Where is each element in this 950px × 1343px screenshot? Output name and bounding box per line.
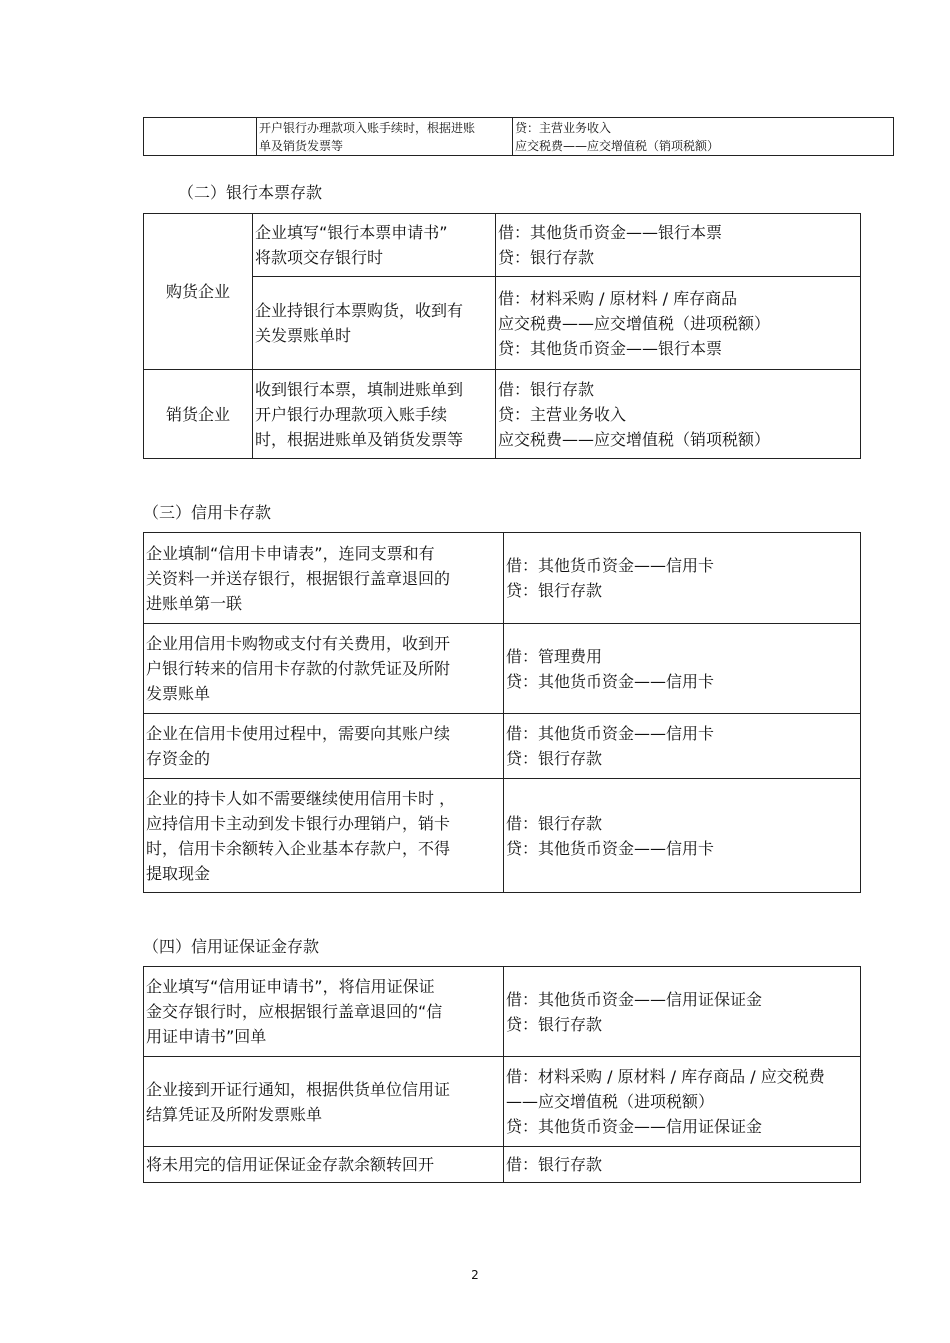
letter-of-credit-table xyxy=(143,966,861,1183)
table-cell-entry: 借：其他货币资金——信用证保证金 贷：银行存款 xyxy=(504,967,861,1057)
bank-draft-table xyxy=(143,213,861,459)
table-cell-entry: 借：银行存款 贷：其他货币资金——信用卡 xyxy=(504,779,861,893)
table-cell-condition: 企业持银行本票购货，收到有 关发票账单时 xyxy=(253,277,496,370)
section-title: （三）信用卡存款 xyxy=(143,503,272,522)
table-row xyxy=(144,967,861,1057)
table-row xyxy=(144,714,861,779)
table-row xyxy=(144,624,861,714)
section-title: （四）信用证保证金存款 xyxy=(143,937,320,956)
table-row xyxy=(144,118,894,156)
table-cell-entry: 借：银行存款 xyxy=(504,1147,861,1183)
table-row xyxy=(144,533,861,624)
table-cell-condition: 企业填写“银行本票申请书” 将款项交存银行时 xyxy=(253,214,496,277)
table-cell-condition: 企业填写“信用证申请书”，将信用证保证 金交存银行时，应根据银行盖章退回的“信 用证申请书”回单 xyxy=(144,967,504,1057)
table-cell-condition: 企业填制“信用卡申请表”，连同支票和有 关资料一并送存银行，根据银行盖章退回的 进账单第一联 xyxy=(144,533,504,624)
table-cell-entry: 借：材料采购 / 原材料 / 库存商品 应交税费——应交增值税（进项税额） 贷：其他货币资金——银行本票 xyxy=(496,277,861,370)
table-cell-condition: 将未用完的信用证保证金存款余额转回开 xyxy=(144,1147,504,1183)
table-cell-party: 销货企业 xyxy=(144,370,253,459)
table-row xyxy=(144,1147,861,1183)
table-cell-party: 购货企业 xyxy=(144,214,253,370)
table-cell-entry: 借：银行存款 贷：主营业务收入 应交税费——应交增值税（销项税额） xyxy=(496,370,861,459)
table-cell-entry: 借：其他货币资金——信用卡 贷：银行存款 xyxy=(504,533,861,624)
table-cell-entry: 借：其他货币资金——信用卡 贷：银行存款 xyxy=(504,714,861,779)
table-cell-entry: 贷：主营业务收入 应交税费——应交增值税（销项税额） xyxy=(513,118,894,156)
table-row xyxy=(144,779,861,893)
table-row xyxy=(144,1057,861,1147)
table-row xyxy=(144,370,861,459)
table-cell-condition: 企业接到开证行通知，根据供货单位信用证 结算凭证及所附发票账单 xyxy=(144,1057,504,1147)
table-cell-condition: 企业的持卡人如不需要继续使用信用卡时 ， 应持信用卡主动到发卡银行办理销户，销卡 时，信用卡余额转入企业基本存款户，不得 提取现金 xyxy=(144,779,504,893)
table-cell-condition: 开户银行办理款项入账手续时，根据进账 单及销货发票等 xyxy=(257,118,513,156)
table-cell-entry: 借：管理费用 贷：其他货币资金——信用卡 xyxy=(504,624,861,714)
credit-card-table xyxy=(143,532,861,893)
table-cell-entry: 借：其他货币资金——银行本票 贷：银行存款 xyxy=(496,214,861,277)
table-cell-entry: 借：材料采购 / 原材料 / 库存商品 / 应交税费 ——应交增值税（进项税额） 贷：其他货币资金——信用证保证金 xyxy=(504,1057,861,1147)
table-row xyxy=(144,214,861,277)
section-title: （二）银行本票存款 xyxy=(178,183,323,202)
table-cell-condition: 收到银行本票，填制进账单到 开户银行办理款项入账手续 时，根据进账单及销货发票等 xyxy=(253,370,496,459)
table-cell-empty xyxy=(144,118,257,156)
page-number: 2 xyxy=(471,1268,479,1282)
table-cell-condition: 企业用信用卡购物或支付有关费用，收到开 户银行转来的信用卡存款的付款凭证及所附 发票账单 xyxy=(144,624,504,714)
table-cell-condition: 企业在信用卡使用过程中，需要向其账户续 存资金的 xyxy=(144,714,504,779)
top-table xyxy=(143,117,894,156)
